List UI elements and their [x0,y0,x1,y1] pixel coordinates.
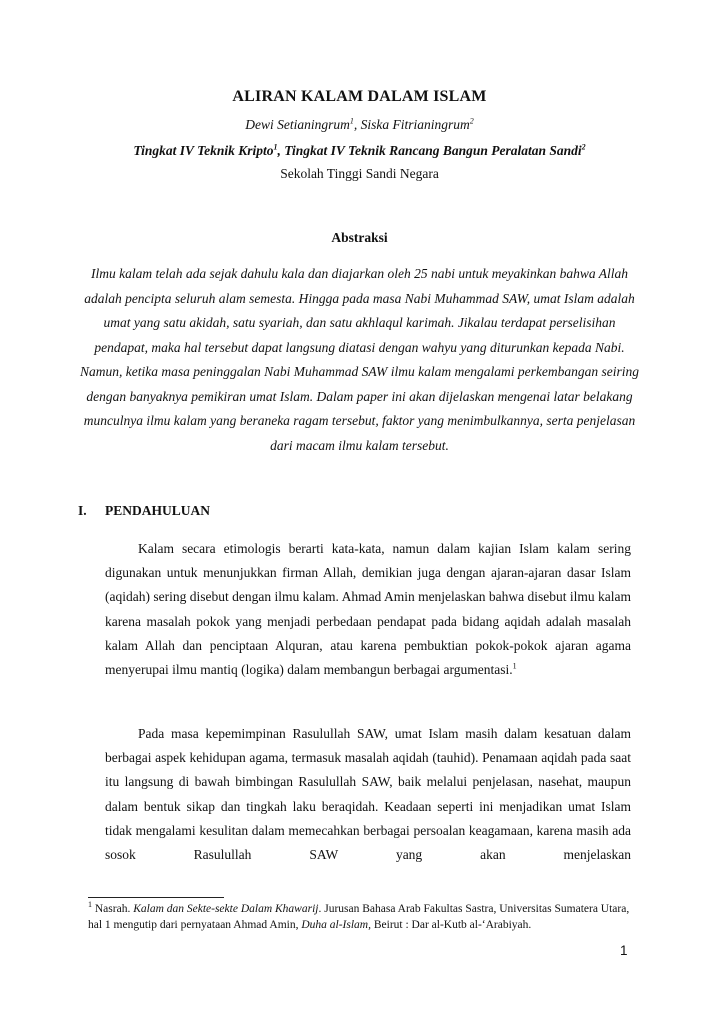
footnote-italic-title: Kalam dan Sekte-sekte Dalam Khawarij [133,903,319,915]
body-paragraph [105,537,631,682]
affiliation-name: Tingkat IV Teknik Rancang Bangun Peralatan Sandi [284,143,582,158]
abstract-text: Ilmu kalam telah ada sejak dahulu kala dan diajarkan oleh 25 nabi untuk meyakinkan bahwa Allah adalah pencipta seluruh alam semesta. Hingga pada masa Nabi Muhammad SAW, umat Islam adalah umat yang satu akidah, satu syariah, dan satu akhlaqul karimah. Jikalau terdapat perselisihan pendapat, maka hal tersebut dapat langsung diatasi dengan wahyu yang diturunkan kepada Nabi. Namun, ketika masa peninggalan Nabi Muhammad SAW ilmu kalam mengalami perkembangan seiring dengan banyaknya pemikiran umat Islam. Dalam paper ini akan dijelaskan mengenai latar belakang munculnya ilmu kalam yang beraneka ragam tersebut, faktor yang menimbulkannya, serta penjelasan dari macam ilmu kalam tersebut. [80,266,639,453]
author-separator: , [353,117,361,132]
institution-name: Sekolah Tinggi Sandi Negara [280,166,439,181]
footnote-marker: 1 [88,900,92,910]
abstract-heading: Abstraksi [331,230,388,245]
affiliation-line [0,143,719,159]
body-paragraph: Pada masa kepemimpinan Rasulullah SAW, umat Islam masih dalam kesatuan dalam berbagai aspek kehidupan agama, termasuk masalah aqidah (tauhid). Penamaan aqidah pada saat itu langsung di bawah bimbingan Rasulullah SAW, baik melalui penjelasan, nasehat, maupun dalam bentuk sikap dan tingkah laku beraqidah. Keadaan seperti ini menjadikan umat Islam tidak mengalami kesulitan dalam memecahkan berbagai persoalan keagamaan, karena masih ada sosok Rasulullah SAW yang akan menjelaskan [105,726,631,863]
footnote-text: Nasrah. [92,903,134,915]
footnote-reference: 1 [512,661,517,671]
footnote-text: Beirut : Dar al-Kutb al-‘Arabiyah. [370,918,532,931]
page-number: 1 [620,943,628,958]
paper-title: ALIRAN KALAM DALAM ISLAM [232,88,487,105]
footnote [88,902,633,933]
author-name: Siska Fitrianingrum [360,117,470,132]
author-name: Dewi Setianingrum [245,117,350,132]
affiliation-separator: , [277,143,285,158]
author-superscript: 1 [349,116,354,126]
authors-line [0,117,719,133]
section-title: PENDAHULUAN [105,503,211,518]
section-heading [78,503,210,519]
affiliation-superscript: 1 [273,142,278,152]
footnote-divider [88,897,224,898]
section-number: I. [78,503,87,518]
author-superscript: 2 [469,116,474,126]
affiliation-name: Tingkat IV Teknik Kripto [133,143,274,158]
footnote-text: . Jurusan Bahasa Arab Fakultas Sastra, Universitas Sumatera Utara, hal 1 mengutip dari pernyataan Ahmad Amin, [88,903,630,931]
affiliation-superscript: 2 [581,142,586,152]
paragraph-text: Kalam secara etimologis berarti kata-kata, namun dalam kajian Islam kalam sering digunakan untuk menunjukkan firman Allah, demikian juga dengan ajaran-ajaran dasar Islam (aqidah) sering disebut dengan ilmu kalam. Ahmad Amin menjelaskan bahwa disebut ilmu kalam karena masalah pokok yang menjadi perbedaan pendapat pada bidang aqidah adalah masalah kalam Allah dan penciptaan Alquran, atau karena pembuktian pokok-pokok ajaran agama menyerupai ilmu mantiq (logika) dalam membangun berbagai argumentasi. [105,541,632,678]
footnote-italic-title: Duha al-Islam, [301,918,371,931]
